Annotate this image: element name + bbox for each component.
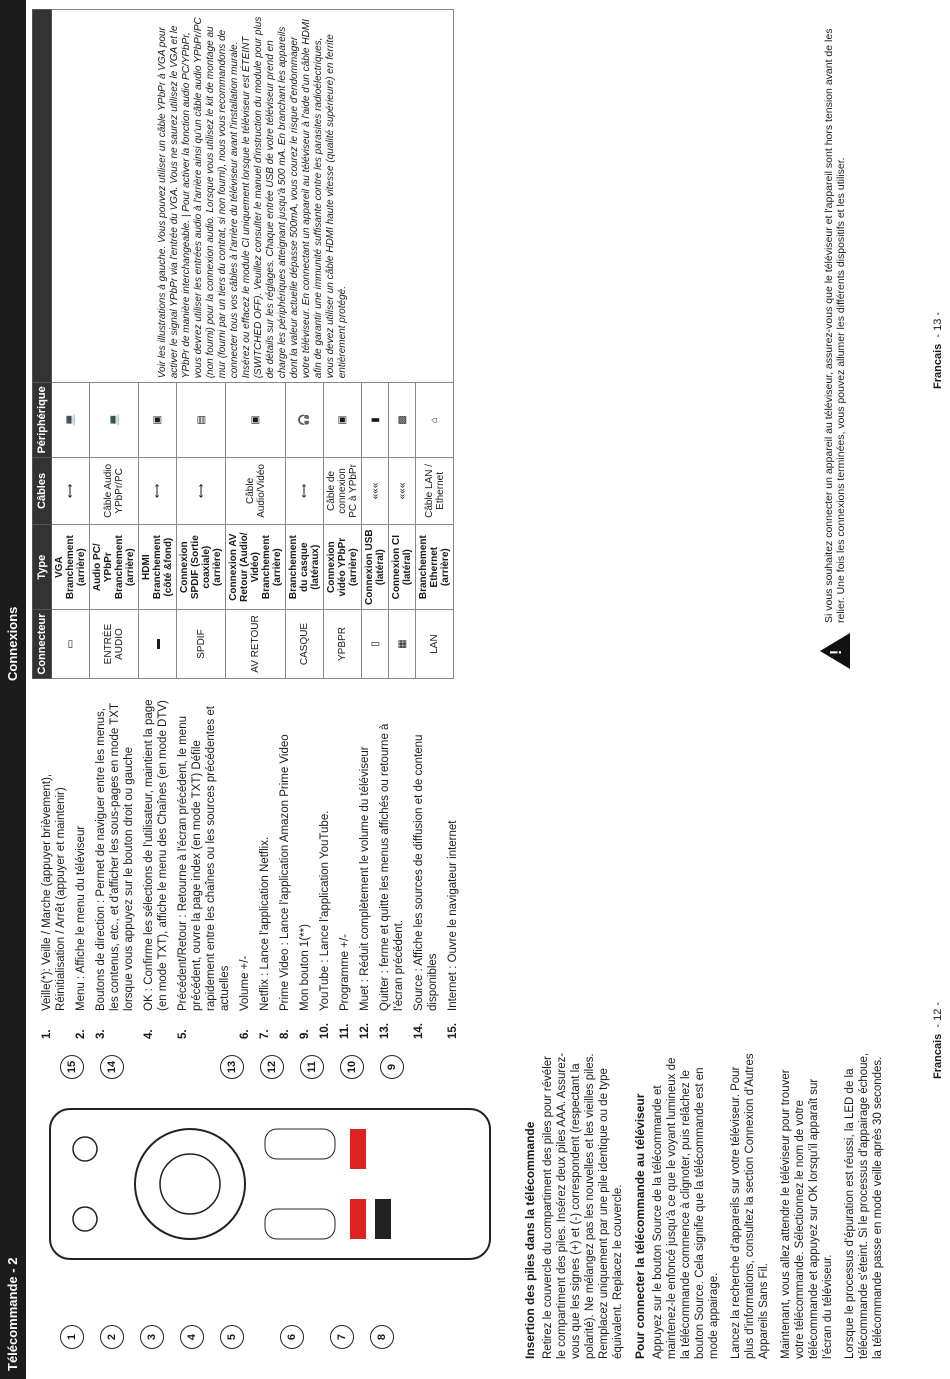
callout: 9	[380, 1055, 404, 1079]
callout: 4	[180, 1325, 204, 1349]
headphones-icon: 🎧	[299, 413, 310, 427]
connector-cell: LAN	[416, 610, 454, 679]
warning-box	[820, 19, 850, 669]
warning-icon: !	[820, 633, 850, 669]
cable-cell	[139, 457, 177, 525]
list-item: 14. Source : Affiche les sources de diffusion et de contenu disponibles	[413, 734, 439, 1039]
type-cell: Branchement Ethernet (arrière)	[416, 525, 454, 610]
callout: 11	[300, 1055, 324, 1079]
list-item: 15. Internet : Ouvre le navigateur internet	[447, 820, 459, 1039]
player-icon: ▣	[152, 415, 163, 425]
connector-cell	[389, 610, 416, 679]
device-cell	[90, 383, 139, 457]
paragraph: Maintenant, vous allez attendre le téléviseur pour trouver votre télécommande. Sélectionnez le nom de votre télécommande et appuyez sur OK lorsqu'il apparaît sur l'écran du téléviseur.	[780, 1069, 834, 1359]
callout: 3	[140, 1325, 164, 1349]
col-header: Câbles	[33, 457, 52, 525]
device-cell	[324, 383, 362, 457]
cam-module-icon: ▩	[396, 415, 408, 425]
connector-cell: YPBPR	[324, 610, 362, 679]
device-cell	[389, 383, 416, 457]
vga-port-icon: ▭	[65, 639, 76, 649]
page-right	[0, 0, 950, 689]
list-item: 3. Boutons de direction : Permet de naviguer entre les menus, les contenus, etc., et d'afficher les sous-pages en mode TXT lorsque vous appuyez sur le bouton droit ou gauche	[95, 703, 135, 1039]
col-header: Connecteur	[33, 610, 52, 679]
list-item: 4. OK : Confirme les sélections de l'utilisateur, maintient la page (en mode TXT), affiche le menu des Chaînes (en mode DTV)	[143, 699, 169, 1039]
arrows-icon: «««	[396, 482, 408, 500]
button-list	[40, 699, 466, 1039]
callout: 13	[220, 1055, 244, 1079]
connector-cell: CASQUE	[286, 610, 324, 679]
device-cell	[139, 383, 177, 457]
cable-cell	[177, 457, 226, 525]
callout: 15	[60, 1055, 84, 1079]
col-header: Périphérique	[33, 383, 52, 457]
paragraph: Appuyez sur le bouton Source de la télécommande et maintenez-le enfoncé jusqu'à ce que le voyant lumineux de la télécommande commence à clignoter, puis relâchez le bouton Source. Cela signifie que la télécommande est en mode appairage.	[652, 1057, 720, 1359]
callout: 1	[60, 1325, 84, 1349]
warning-text: Si vous souhaitez connecter un appareil au téléviseur, assurez-vous que le téléviseur et l'appareil sont hors tension avant de les relier. Une fois les connexions terminées, vous pouvez allumer les différents dispositifs et les utiliser.	[823, 28, 847, 623]
callout: 8	[370, 1325, 394, 1349]
device-cell	[177, 383, 226, 457]
type-cell: VGA Branchement (arrière)	[52, 525, 90, 610]
callout: 12	[260, 1055, 284, 1079]
list-item: 1. Veille(*): Veille / Marche (appuyer brièvement), Réinitialisation / Arrêt (appuyer et maintenir)	[41, 773, 67, 1039]
player-icon: ▣	[250, 415, 261, 425]
callout: 14	[100, 1055, 124, 1079]
page-header: Connexions	[0, 0, 26, 689]
cable-cell: Câble LAN / Ethernet	[416, 457, 454, 525]
connector-cell: SPDIF	[177, 610, 226, 679]
device-cell	[52, 383, 90, 457]
type-cell: Connexion vidéo YPbPr (arrière)	[324, 525, 362, 610]
paragraph: Lorsque le processus d'épuration est réussi, la LED de la télécommande s'éteint. Si le processus d'appairage échoue, la télécommande passe en mode veille après 30 secondes.	[844, 1052, 884, 1359]
type-cell: Branchement du casque (latéraux)	[286, 525, 324, 610]
connector-cell: ENTRÉE AUDIO	[90, 610, 139, 679]
list-item: 9. Mon bouton 1(**)	[299, 924, 311, 1039]
hdmi-port-icon: ▬	[152, 639, 163, 650]
cable-cell	[52, 457, 90, 525]
callout: 10	[340, 1055, 364, 1079]
page-header: Télécommande - 2	[0, 689, 26, 1379]
amplifier-icon: ▤	[195, 415, 207, 425]
usb-stick-icon: ▮	[369, 417, 381, 423]
list-item: 2. Menu : Affiche le menu du téléviseur	[75, 825, 87, 1039]
page-footer: Francais - 12 -	[932, 1001, 944, 1079]
list-item: 11. Programme +/-	[339, 933, 351, 1039]
type-cell: Connexion AV Retour (Audio/ Vidéo) Branchement (arrière)	[226, 525, 286, 610]
laptop-icon: 💻	[108, 413, 120, 427]
arrows-icon: «««	[369, 482, 381, 500]
page-footer: Francais - 13 -	[932, 311, 944, 389]
connections-table	[32, 9, 454, 679]
page-left	[0, 689, 950, 1379]
connector-cell	[362, 610, 389, 679]
notes-cell: Voir les illustrations à gauche. Vous pouvez utiliser un câble YPbPr à VGA pour activer le signal YPbPr via l'entrée du VGA. Vous ne saurez utilisez le VGA et le YPbPr de manière interchangeable. | Pour activer la fonction audio PC/YPbPr, vous devrez utiliser les entrées audio à l'arrière ainsi qu'un câble audio YPbPr/PC (non fourni) pour la connexion audio. Lorsque vous utilisez le kit de montage au mur (fourni par un tiers du contrat, si non fourni), nous vous recommandons de connecter tous vos câbles à l'arrière du téléviseur avant l'installation murale. Insérez ou effacez le module CI uniquement lorsque le téléviseur est ÉTEINT (SWITCHED OFF). Veuillez consulter le manuel d'instruction du module pour plus de détails sur les réglages. Chaque entrée USB de votre téléviseur prend en charge les périphériques atteignant jusqu'à 500 mA. En branchant les appareils dont la valeur actuelle dépasse 500mA, vous courez le risque d'endommager votre téléviseur. En connectant un appareil au téléviseur à l'aide d'un câble HDMI afin de garantir une immunité suffisante contre les parasites radioélectriques, vous devez utiliser un câble HDMI haute vitesse (qualité supérieure) en ferrite entièrement protégé.	[52, 10, 454, 383]
cable-cell: Câble Audio/Vidéo	[226, 457, 286, 525]
device-cell	[286, 383, 324, 457]
callout: 5	[220, 1325, 244, 1349]
list-item: 12. Muet : Réduit complètement le volume du téléviseur	[359, 746, 371, 1039]
type-cell: HDMI Branchement (côté &fond)	[139, 525, 177, 610]
device-cell	[416, 383, 454, 457]
list-item: 7. Netflix : Lance l'application Netflix.	[259, 836, 271, 1039]
device-cell	[226, 383, 286, 457]
heading-pairing: Pour connecter la télécommande au téléviseur	[633, 1093, 647, 1359]
paragraph: Lancez la recherche d'appareils sur votre téléviseur. Pour plus d'informations, consultez la section Connexion d'Autres Appareils Sans Fil.	[730, 1053, 770, 1359]
connector-cell	[52, 610, 90, 679]
cable-cell: Câble de connexion PC à YPbPr	[324, 457, 362, 525]
cable-cell	[286, 457, 324, 525]
list-item: 6. Volume +/-	[239, 955, 251, 1039]
callout: 6	[280, 1325, 304, 1349]
table-row	[52, 10, 90, 679]
vga-cable-icon: ⟷	[65, 483, 76, 499]
usb-port-icon: ▯	[369, 641, 381, 647]
player-icon: ▣	[337, 415, 348, 425]
paragraph: Retirez le couvercle du compartiment des piles pour révéler le compartiment des piles. Insérez deux piles AAA. Assurez-vous que les signes (+) et (-) correspondent (respectant la polarité). Ne mélangez pas les nouvelles et les vieilles piles. Remplacez uniquement par une pile identique ou de type équivalent. Replacez le couvercle.	[542, 1052, 624, 1359]
battery-and-pairing-text	[515, 1049, 893, 1359]
type-cell: Connexion USB (latéral)	[362, 525, 389, 610]
connector-cell	[139, 610, 177, 679]
ci-slot-icon: ▦	[396, 639, 408, 649]
hdmi-cable-icon: ⟷	[152, 483, 163, 499]
headphone-cable-icon: ⟷	[299, 483, 310, 499]
list-item: 10. YouTube : Lance l'application YouTube.	[319, 810, 331, 1039]
router-icon: ⌂	[429, 416, 440, 423]
list-item: 13. Quitter : ferme et quitte les menus affichés ou retourne à l'écran précédent.	[379, 723, 405, 1039]
callout: 7	[330, 1325, 354, 1349]
col-header: Type	[33, 525, 52, 610]
col-header	[33, 10, 52, 383]
remote-illustration	[40, 1049, 500, 1349]
heading-batteries: Insertion des piles dans la télécommande	[523, 1121, 537, 1359]
remote-drawing	[40, 1049, 500, 1349]
cable-cell	[362, 457, 389, 525]
cable-cell: Câble Audio YPbPr/PC	[90, 457, 139, 525]
laptop-icon: 💻	[65, 413, 76, 427]
cable-cell	[389, 457, 416, 525]
coax-cable-icon: ⟷	[195, 483, 207, 499]
type-cell: Connexion CI (latéral)	[389, 525, 416, 610]
type-cell: Audio PC/ YPbPr Branchement (arrière)	[90, 525, 139, 610]
list-item: 5. Précédent/Retour : Retourne à l'écran précédent, le menu précédent, ouvre la page index (en mode TXT) Défile rapidement entre les chaînes ou les sources précédentes et actuelles	[177, 706, 231, 1039]
connector-cell: AV RETOUR	[226, 610, 286, 679]
device-cell	[362, 383, 389, 457]
callout: 2	[100, 1325, 124, 1349]
type-cell: Connexion SPDIF (Sortie coaxiale) (arrière)	[177, 525, 226, 610]
list-item: 8. Prime Video : Lance l'application Amazon Prime Video	[279, 734, 291, 1039]
